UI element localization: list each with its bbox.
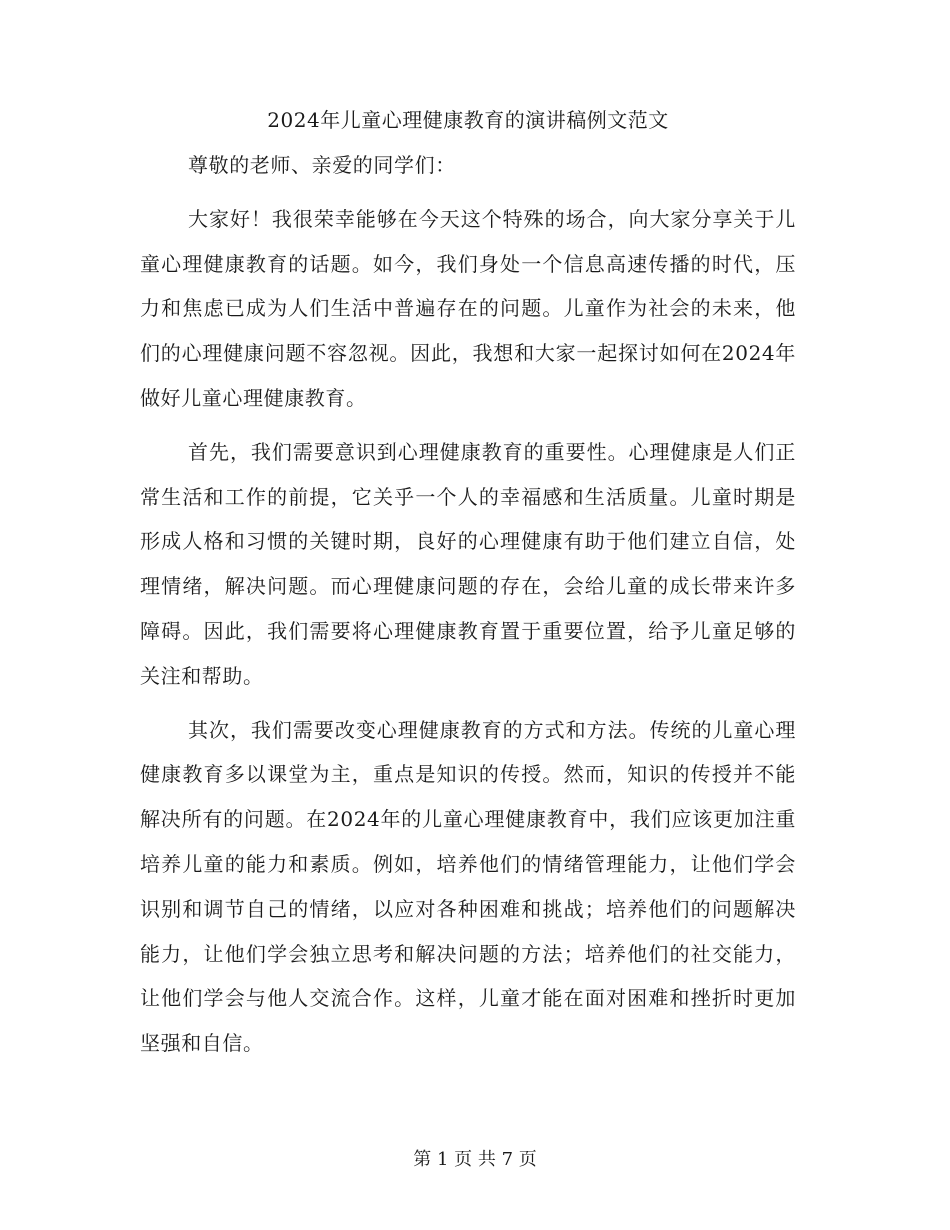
salutation-paragraph: 尊敬的老师、亲爱的同学们： <box>188 153 456 177</box>
intro-paragraph: 大家好！我很荣幸能够在今天这个特殊的场合，向大家分享关于儿童心理健康教育的话题。如今，我们身处一个信息高速传播的时代，压力和焦虑已成为人们生活中普遍存在的问题。儿童作为社会的未来，他们的心理健康问题不容忽视。因此，我想和大家一起探讨如何在2024年做好儿童心理健康教育。 <box>140 206 796 410</box>
document-title: 2024年儿童心理健康教育的演讲稿例文范文 <box>267 108 669 132</box>
document-body <box>140 143 796 1075</box>
first-point-paragraph: 首先，我们需要意识到心理健康教育的重要性。心理健康是人们正常生活和工作的前提，它关乎一个人的幸福感和生活质量。儿童时期是形成人格和习惯的关键时期，良好的心理健康有助于他们建立自信，处理情绪，解决问题。而心理健康问题的存在，会给儿童的成长带来许多障碍。因此，我们需要将心理健康教育置于重要位置，给予儿童足够的关注和帮助。 <box>140 439 796 688</box>
second-point-paragraph: 其次，我们需要改变心理健康教育的方式和方法。传统的儿童心理健康教育多以课堂为主，重点是知识的传授。然而，知识的传授并不能解决所有的问题。在2024年的儿童心理健康教育中，我们应该更加注重培养儿童的能力和素质。例如，培养他们的情绪管理能力，让他们学会识别和调节自己的情绪，以应对各种困难和挑战；培养他们的问题解决能力，让他们学会独立思考和解决问题的方法；培养他们的社交能力，让他们学会与他人交流合作。这样，儿童才能在面对困难和挫折时更加坚强和自信。 <box>140 717 796 1056</box>
page-number-footer: 第 1 页 共 7 页 <box>413 1149 537 1170</box>
